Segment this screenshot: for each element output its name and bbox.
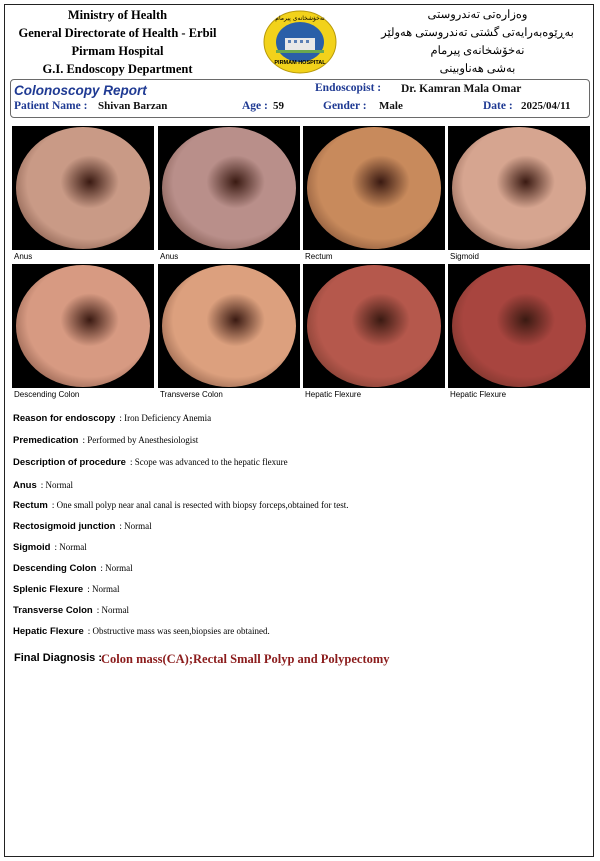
mucosa-view [16, 127, 150, 249]
image-caption: Sigmoid [450, 252, 479, 261]
finding-label: Hepatic Flexure [13, 626, 84, 637]
finding-row [13, 516, 152, 534]
image-caption: Hepatic Flexure [450, 390, 507, 399]
finding-row [13, 452, 288, 470]
directorate-line-kurdish: بەڕێوەبەرایەتی گشتی تەندروستی هەولێر [381, 27, 574, 39]
finding-value: : Normal [96, 605, 129, 615]
image-caption: Descending Colon [14, 390, 80, 399]
finding-row [13, 621, 270, 639]
finding-label: Rectosigmoid junction [13, 521, 116, 532]
finding-row [13, 537, 87, 555]
mucosa-view [452, 127, 586, 249]
image-caption: Transverse Colon [160, 390, 223, 399]
finding-value: : Normal [119, 521, 152, 531]
finding-label: Anus [13, 480, 37, 491]
gender-value: Male [379, 100, 403, 112]
finding-row [13, 579, 119, 597]
logo-top-text: نەخۆشخانەی پیرمام [275, 15, 325, 22]
endoscopy-photo [303, 126, 445, 250]
finding-label: Rectum [13, 500, 48, 511]
finding-row [13, 408, 211, 426]
mucosa-view [452, 265, 586, 387]
finding-value: : Normal [100, 563, 133, 573]
final-diagnosis-value: Colon mass(CA);Rectal Small Polyp and Polypectomy [101, 652, 390, 666]
date-value: 2025/04/11 [521, 100, 571, 112]
endoscopy-photo [158, 264, 300, 388]
hospital-line: Pirmam Hospital [71, 44, 164, 58]
mucosa-view [307, 265, 441, 387]
finding-label: Description of procedure [13, 457, 126, 468]
ministry-line: Ministry of Health [67, 8, 168, 22]
mucosa-view [16, 265, 150, 387]
department-line: G.I. Endoscopy Department [42, 62, 193, 76]
department-line-kurdish: بەشی هەناوبینی [439, 63, 516, 75]
logo-bottom-text: PIRMAM HOSPITAL [274, 60, 326, 66]
finding-value: : Performed by Anesthesiologist [82, 435, 199, 445]
finding-value: : Iron Deficiency Anemia [119, 413, 212, 423]
endoscopy-photo [12, 264, 154, 388]
finding-label: Reason for endoscopy [13, 413, 116, 424]
image-caption: Anus [160, 252, 179, 261]
finding-row [13, 495, 349, 513]
finding-row [13, 475, 73, 493]
finding-label: Descending Colon [13, 563, 97, 574]
ministry-line-kurdish: وەزارەتی تەندروستی [427, 9, 528, 21]
mucosa-view [162, 265, 296, 387]
image-caption: Rectum [305, 252, 333, 261]
finding-value: : Obstructive mass was seen,biopsies are obtained. [87, 626, 270, 636]
finding-value: : Normal [40, 480, 73, 490]
finding-label: Transverse Colon [13, 605, 93, 616]
hospital-line-kurdish: نەخۆشخانەی پیرمام [430, 45, 525, 57]
finding-row [13, 430, 198, 448]
finding-label: Premedication [13, 435, 79, 446]
endoscopist-value: Dr. Kamran Mala Omar [401, 83, 522, 95]
endoscopy-photo [158, 126, 300, 250]
finding-value: : One small polyp near anal canal is resected with biopsy forceps,obtained for test. [51, 500, 349, 510]
date-label: Date : [483, 100, 513, 112]
patient-name-value: Shivan Barzan [98, 100, 168, 112]
finding-row [13, 600, 129, 618]
gender-label: Gender : [323, 100, 367, 112]
mucosa-view [307, 127, 441, 249]
age-label: Age : [242, 100, 268, 112]
patient-name-label: Patient Name : [14, 100, 88, 112]
age-value: 59 [273, 100, 284, 112]
report-title: Colonoscopy Report [14, 83, 147, 98]
endoscopy-photo [448, 126, 590, 250]
endoscopy-photo [12, 126, 154, 250]
hospital-logo [263, 10, 337, 74]
finding-row [13, 558, 133, 576]
directorate-line: General Directorate of Health - Erbil [18, 26, 217, 40]
mucosa-view [162, 127, 296, 249]
finding-value: : Normal [87, 584, 120, 594]
endoscopy-photo [303, 264, 445, 388]
header-kurdish [375, 6, 580, 78]
finding-value: : Normal [54, 542, 87, 552]
final-diagnosis-label: Final Diagnosis : [14, 652, 103, 664]
image-caption: Anus [14, 252, 33, 261]
image-caption: Hepatic Flexure [305, 390, 362, 399]
finding-value: : Scope was advanced to the hepatic flexure [129, 457, 288, 467]
endoscopist-label: Endoscopist : [315, 82, 382, 94]
finding-label: Sigmoid [13, 542, 51, 553]
endoscopy-photo [448, 264, 590, 388]
header-english [10, 6, 225, 78]
finding-label: Splenic Flexure [13, 584, 84, 595]
